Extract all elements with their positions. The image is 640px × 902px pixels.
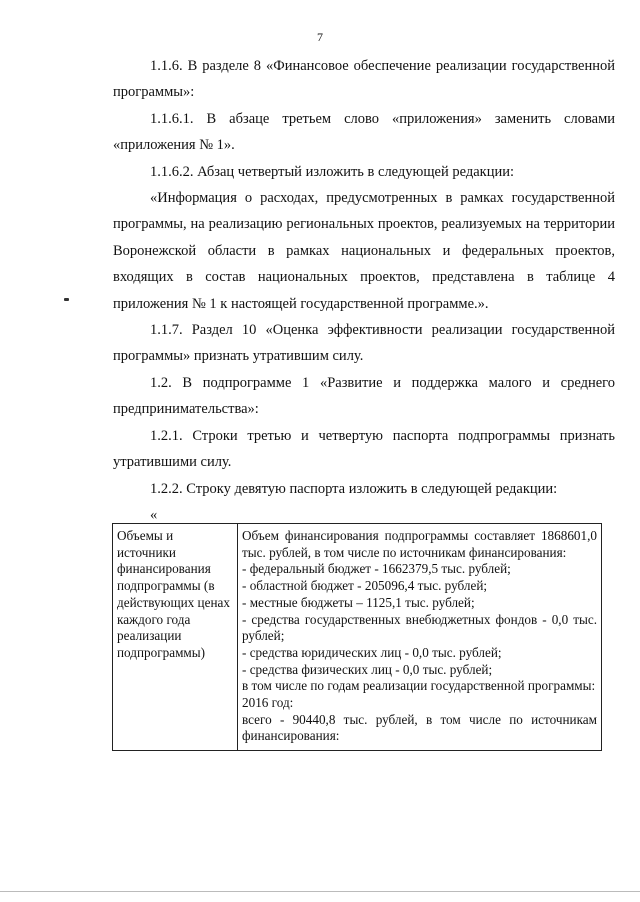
paragraph-1-2: 1.2. В подпрограмме 1 «Развитие и поддержка малого и среднего предпринимательства»: [113, 374, 615, 418]
scan-bottom-edge [0, 891, 640, 892]
passport-table [112, 523, 602, 751]
open-quote-mark: « [150, 506, 158, 523]
margin-mark [64, 298, 69, 301]
legal-entities-line: - средства юридических лиц - 0,0 тыс. рублей; [242, 644, 502, 660]
paragraph-1-2-1: 1.2.1. Строки третью и четвертую паспорта подпрограммы признать утратившими силу. [113, 427, 615, 471]
paragraph-1-1-6-2: 1.1.6.2. Абзац четвертый изложить в следующей редакции: [150, 163, 515, 180]
paragraph-1-1-6-1: 1.1.6.1. В абзаце третьем слово «приложения» заменить словами «приложения № 1». [113, 110, 615, 154]
paragraph-1-1-6: 1.1.6. В разделе 8 «Финансовое обеспечение реализации государственной программы»: [113, 58, 615, 101]
paragraph-1-1-7: 1.1.7. Раздел 10 «Оценка эффективности реализации государственной программы» признать утратившим силу. [113, 322, 615, 365]
regional-budget-line: - областной бюджет - 205096,4 тыс. рублей; [242, 578, 488, 594]
local-budget-line: - местные бюджеты – 1125,1 тыс. рублей; [242, 594, 475, 610]
quoted-new-paragraph: «Информация о расходах, предусмотренных в рамках государственной программы, на реализацию региональных проектов, реализуемых на территории Воронежской области в рамках национальных и федеральных проектов, входящих в состав национальных проектов, представлена в таблице 4 приложения № 1 к настоящей государственной программе.». [113, 190, 615, 312]
by-year-line: в том числе по годам реализации государственной программы: [242, 678, 596, 694]
paragraph-1-2-2: 1.2.2. Строку девятую паспорта изложить в следующей редакции: [150, 480, 558, 497]
table-row [113, 524, 602, 751]
table-value-cell [238, 524, 602, 751]
year-2016-total-line: всего - 90440,8 тыс. рублей, в том числе по источникам финансирования: [242, 711, 597, 744]
federal-budget-line: - федеральный бюджет - 1662379,5 тыс. рублей; [242, 561, 511, 577]
page-number: 7 [317, 30, 323, 44]
funding-total-line: Объем финансирования подпрограммы составляет 1868601,0 тыс. рублей, в том числе по источникам финансирования: [242, 528, 597, 560]
individuals-line: - средства физических лиц - 0,0 тыс. рублей; [242, 661, 493, 677]
extrabudgetary-funds-line: - средства государственных внебюджетных фондов - 0,0 тыс. рублей; [242, 611, 597, 644]
year-2016-line: 2016 год: [242, 695, 294, 711]
table-label-cell: Объемы и источники финансирования подпрограммы (в действующих ценах каждого года реализации подпрограммы) [113, 524, 238, 751]
document-body [113, 53, 615, 528]
